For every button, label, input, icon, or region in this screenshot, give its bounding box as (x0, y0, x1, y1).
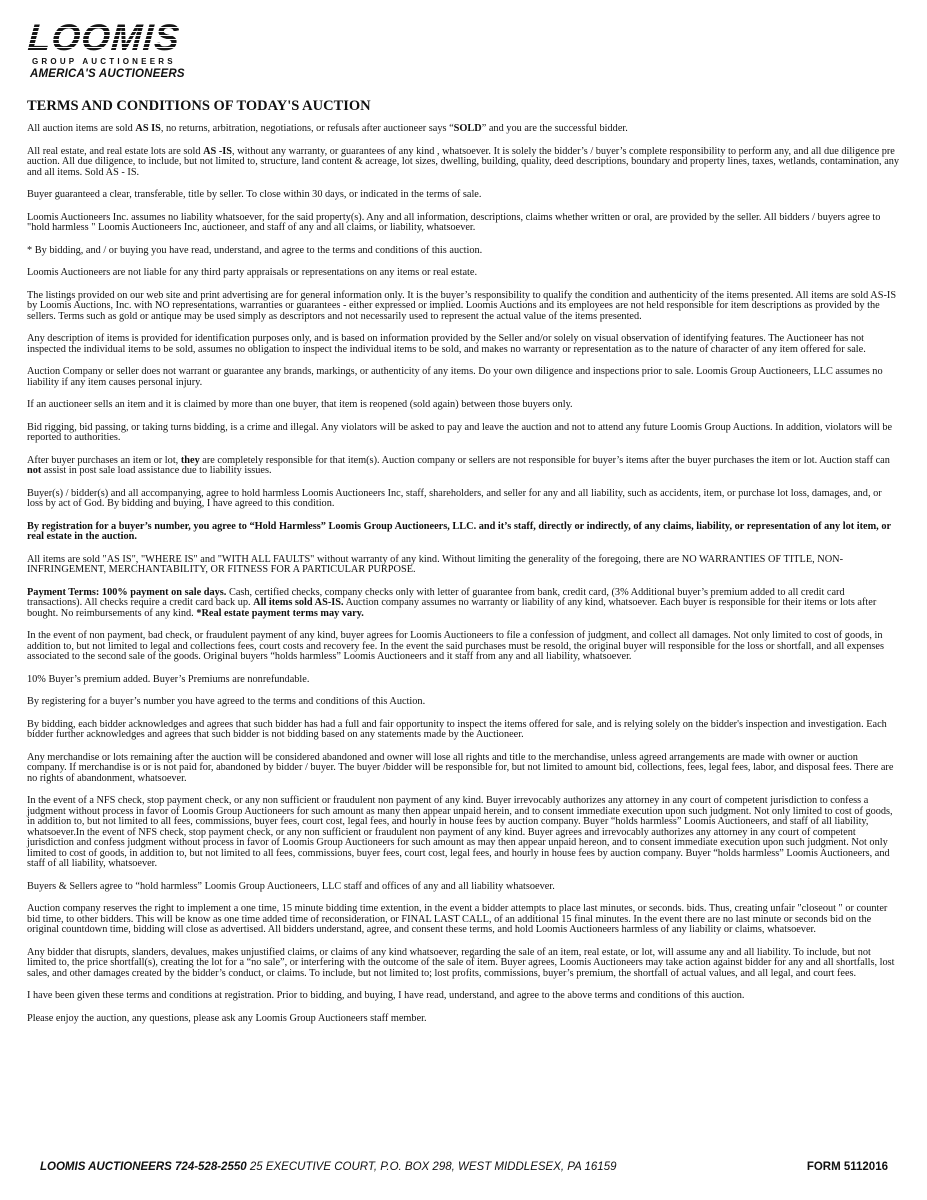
terms-paragraph (27, 124, 900, 135)
paragraph-text: The listings provided on our web site and print advertising are for general information only. It is the buyer’s responsibility to qualify the condition and authenticity of the items presented. All items are sold AS-IS by Loomis Auctions, Inc. with NO representations, warranties or guarantees - either expressed or implied. Loomis Auctions and its employees are not held responsible for item descriptions as provided by the sellers. Terms such as gold or antique may be used simply as descriptors and not necessarily used to represent the actual value of the items presented. (27, 289, 897, 322)
terms-paragraph (27, 367, 900, 388)
paragraph-text: All auction items are sold (27, 123, 136, 134)
paragraph-text: Auction company assumes no warranty or liability of any kind, whatsoever. Each buyer is responsible for their items or lots after bought. No reimbursements of any kind. (27, 597, 877, 619)
bold-text: AS IS (135, 123, 161, 134)
paragraph-text: I have been given these terms and conditions at registration. Prior to bidding, and buying, I have read, understand, and agree to the above terms and conditions of this auction. (27, 990, 745, 1001)
document-title: TERMS AND CONDITIONS OF TODAY'S AUCTION (27, 98, 371, 114)
terms-paragraph (27, 1014, 900, 1025)
paragraph-text: ” and you are the successful bidder. (481, 123, 628, 134)
footer-address: 25 EXECUTIVE COURT, P.O. BOX 298, WEST MIDDLESEX, PA 16159 (249, 1161, 617, 1173)
terms-paragraph (27, 522, 900, 543)
terms-paragraph (27, 268, 900, 279)
bold-text: they (180, 454, 200, 466)
paragraph-text: Auction Company or seller does not warrant or guarantee any brands, markings, or authenticity of any items. Do your own diligence and inspections prior to sale. Loomis Group Auctioneers, LLC assumes no liability if any item causes personal injury. (27, 366, 883, 388)
bold-text: not (27, 465, 42, 476)
terms-paragraph (27, 948, 900, 980)
terms-paragraph (27, 456, 900, 477)
paragraph-text: After buyer purchases an item or lot, (27, 454, 181, 466)
paragraph-text: Loomis Auctioneers are not liable for any third party appraisals or representations on any items or real estate. (27, 267, 478, 278)
company-logo (26, 17, 208, 81)
terms-paragraph (27, 588, 900, 620)
paragraph-text: By bidding, each bidder acknowledges and agrees that such bidder has had a full and fair opportunity to inspect the items offered for sale, and is relying solely on the bidder's inspection and investigation. Each bidder further acknowledges and agrees that such bidder is not bidding based on any statements made by the Auctioneer. (27, 718, 887, 740)
paragraph-text: Bid rigging, bid passing, or taking turns bidding, is a crime and illegal. Any violators will be asked to pay and leave the auction and not to attend any future Loomis Group Auctions. In addition, violators will be reported to authorities. (27, 421, 893, 443)
terms-paragraph (27, 753, 900, 785)
paragraph-text: Auction company reserves the right to implement a one time, 15 minute bidding time extention, in the event a bidder attempts to place last minutes, or seconds. bids. Thus, creating unfair "closeout " or counter bid time, to other bidders. This will be know as one time added time of reconsideration, or FINAL LAST CALL, of an additional 15 final minutes. In the event there are no last minute or seconds bid on the original countdown time, bidding will close as advertised. All bidders understand, agree, and consent these terms, and hold Loomis Auctioneers harmless of any liability or claims, whatsoever. (27, 903, 888, 935)
paragraph-text: Cash, certified checks, company checks only with letter of guarantee from bank, credit card, (3% Additional buyer’s premium added to all credit card transactions). All checks require a credit card back up. (27, 586, 845, 608)
paragraph-text: In the event of non payment, bad check, or fraudulent payment of any kind, buyer agrees for Loomis Auctioneers to file a confession of judgment, and collect all damages. Not only limited to cost of goods, in addition to, but not limited to legal and collections fees, court costs and recovery fee. In the event the said purchases must be resold, the original buyer will responsible for the loss or shortfall, and all expenses associated to the second sale of the goods. Original buyers “holds harmless” Loomis Auctioneers and it staff from any and all liability, whatsoever. (27, 630, 884, 662)
paragraph-text: 10% Buyer’s premium added. Buyer’s Premiums are nonrefundable. (27, 673, 310, 685)
bold-text: *Real estate payment terms may vary. (196, 607, 364, 619)
paragraph-text: Buyers & Sellers agree to “hold harmless” Loomis Group Auctioneers, LLC staff and offices of any and all liability whatsoever. (27, 880, 555, 892)
paragraph-text: , without any warranty, or guarantees of any kind , whatsoever. It is solely the bidder’s / buyer’s complete responsibility to perform any, and all due diligence pre auction. All due diligence, to include, but not limited to, structure, land content & acreage, lot sizes, dwelling, building, quality, deed descriptions, boundary and property lines, taxes, wetlands, contamination, any and all items. Sold AS - IS. (27, 145, 900, 178)
terms-paragraph (27, 697, 900, 708)
terms-paragraph (27, 796, 900, 870)
paragraph-text: Buyer guaranteed a clear, transferable, title by seller. To close within 30 days, or indicated in the terms of sale. (27, 189, 482, 200)
paragraph-text: assist in post sale load assistance due to liability issues. (41, 465, 272, 476)
footer (40, 1161, 900, 1173)
paragraph-text: Any bidder that disrupts, slanders, devalues, makes unjustified claims, or claims of any kind whatsoever, regarding the sale of an item, real estate, or lot, will assume any and all liability. To include, but not limited to, the price shortfall(s), creating the lot for a “no sale”, or interfering with the outcome of the sale of item. Buyer agrees, Loomis Auctioneers may take action against bidder for any and all shortfalls, lost sales, and other damages created by the bidder’s conduct, or claims. To include, but not limited to; lost profits, commissions, buyer’s premium, the shortfall of actual values, and all legal, and court fees. (27, 946, 895, 979)
paragraph-text: * By bidding, and / or buying you have read, understand, and agree to the terms and conditions of this auction. (27, 244, 483, 256)
bold-text: Payment Terms: 100% payment on sale days. (27, 586, 227, 598)
footer-company: LOOMIS AUCTIONEERS 724-528-2550 (40, 1161, 247, 1173)
logo-subtitle: GROUP AUCTIONEERS (32, 57, 176, 66)
terms-paragraph (27, 213, 900, 234)
terms-body (27, 124, 900, 1036)
bold-text: SOLD (453, 123, 482, 134)
paragraph-text: In the event of a NFS check, stop payment check, or any non sufficient or fraudulent non payment of any kind. Buyer irrevocably authorizes any attorney in any court of competent jurisdiction to confess a judgment without process in favor of Loomis Group Auctioneers for such amount as many then appear unpaid herein, and to consent immediate execution upon such judgment. Not only limited to cost of goods, in addition to, but not limited to all fees, commissions, buyer fees, court cost, legal fees, and hourly in house fees by auction company. Buyer “holds harmless” Loomis Auctioneers, and staff of all liability, whatsoever.In the event of NFS check, stop payment check, or any non sufficient or fraudulent non payment of any kind. Buyer agrees and irrevocably authorizes any attorney in any court of competent jurisdiction and confess judgment without process in favor of Loomis Group Auctioneers for such amount as may then appear unpaid hereon, and to consent immediate execution upon such judgment. Not only limited to cost of goods, in addition to, but not limited to all fees, commissions, buyer fees, court cost, legal fees, and hourly in house fees by auction company. Buyer “holds harmless” Loomis Auctioneers, and staff of all liability, whatsoever. (27, 795, 893, 869)
terms-paragraph (27, 720, 900, 741)
terms-paragraph (27, 904, 900, 936)
terms-paragraph (27, 991, 900, 1002)
terms-paragraph (27, 675, 900, 686)
bold-text: AS -IS (203, 145, 233, 157)
terms-paragraph (27, 291, 900, 323)
paragraph-text: Loomis Auctioneers Inc. assumes no liability whatsoever, for the said property(s). Any and all information, descriptions, claims whether written or oral, are provided by the seller. All bidders / buyers agree to "hold harmless " Loomis Auctioneers Inc, auctioneer, and staff of any and all claims, or liability, whatsoever. (27, 211, 881, 233)
terms-paragraph (27, 423, 900, 444)
paragraph-text: By registering for a buyer’s number you have agreed to the terms and conditions of this Auction. (27, 696, 426, 707)
paragraph-text: Please enjoy the auction, any questions, please ask any Loomis Group Auctioneers staff member. (27, 1012, 427, 1024)
terms-paragraph (27, 555, 900, 576)
paragraph-text: , no returns, arbitration, negotiations, or refusals after auctioneer says “ (160, 123, 454, 134)
terms-paragraph (27, 147, 900, 179)
bold-text: All items sold AS-IS. (253, 597, 344, 608)
paragraph-text: All items are sold "AS IS", "WHERE IS" and "WITH ALL FAULTS" without warranty of any kind. Without limiting the generality of the foregoing, there are NO WARRANTIES OF TITLE, NON-INFRINGEMENT, MERCHANTABILITY, OR FITNESS FOR A PARTICULAR PURPOSE. (27, 553, 844, 575)
bold-text: By registration for a buyer’s number, you agree to “Hold Harmless” Loomis Group Auctioneers, LLC. and it’s staff, directly or indirectly, of any claims, liability, or representation of any lot item, or real estate in the auction. (27, 520, 891, 542)
terms-paragraph (27, 489, 900, 510)
footer-form-number: FORM 5112016 (806, 1161, 888, 1173)
paragraph-text: Buyer(s) / bidder(s) and all accompanying, agree to hold harmless Loomis Auctioneers Inc, staff, shareholders, and seller for any and all liability, such as accidents, item, or purchase lot loss, damages, and, or loss by act of God. By bidding and buying, I have agreed to this condition. (27, 487, 882, 509)
terms-paragraph (27, 246, 900, 257)
paragraph-text: are completely responsible for that item(s). Auction company or sellers are not responsible for buyer’s items after the buyer purchases the item or lot. Auction staff can (199, 454, 890, 466)
paragraph-text: Any description of items is provided for identification purposes only, and is based on information provided by the Seller and/or solely on visual observation of identifying features. The Auctioneer has not inspected the individual items to be sold, assumes no obligation to inspect the individual items to be sold, and makes no warranty or representation as to the nature of character of any item offered for sale. (27, 333, 866, 355)
terms-paragraph (27, 190, 900, 201)
terms-paragraph (27, 400, 900, 411)
paragraph-text: If an auctioneer sells an item and it is claimed by more than one buyer, that item is reopened (sold again) between those buyers only. (27, 399, 573, 410)
logo-wordmark: LOOMIS (27, 20, 210, 56)
terms-paragraph (27, 631, 900, 663)
terms-paragraph (27, 334, 900, 355)
terms-paragraph (27, 882, 900, 893)
logo-tagline: AMERICA'S AUCTIONEERS (30, 68, 185, 80)
paragraph-text: All real estate, and real estate lots are sold (27, 145, 204, 157)
paragraph-text: Any merchandise or lots remaining after the auction will be considered abandoned and owner will lose all rights and title to the merchandise, unless agreed arrangements are made with owner or auction company. If merchandise is or is not paid for, abandoned by bidder / buyer. The buyer /bidder will be responsible for, but not limited to amount bid, collections, fees, legal fees, labor, and disposal fees. There are no rights of abandonment, whatsoever. (27, 751, 894, 784)
